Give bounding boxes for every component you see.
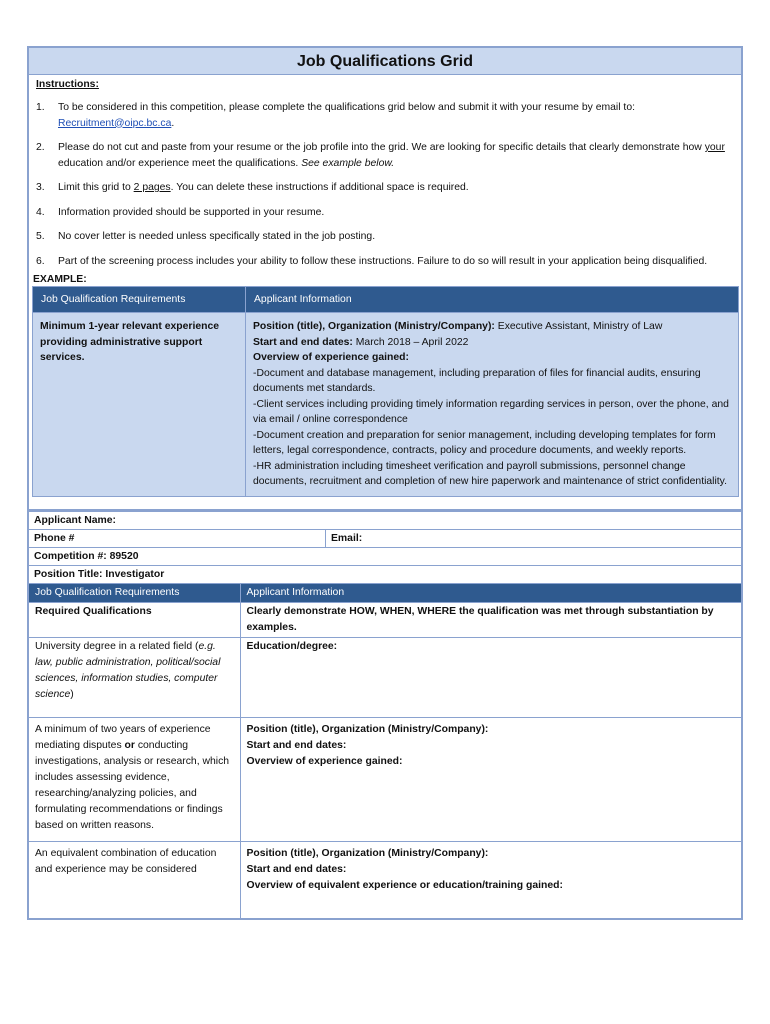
instructions-heading: Instructions:	[36, 79, 99, 90]
qualification-equivalent: An equivalent combination of education and experience may be considered	[29, 841, 240, 918]
example-applicant-info: Position (title), Organization (Ministry/Company): Executive Assistant, Ministry of Law Start and end dates: March 2018 – April 2022 Overview of experience gained: -Document and database management, including preparation of files for financial audits, ensuring documents met standards. -Client services including providing timely information regarding services in person, over the phone, and via email / online correspondence -Document creation and preparation for senior management, including developing templates for form letters, legal correspondence, contracts, policy and procedure documents, and weekly reports. -HR administration including timesheet verification and payroll submissions, personnel change documents, recruitment and completion of new hire paperwork and maintenance of strict confidentiality.	[246, 313, 739, 497]
instructions-list	[36, 100, 734, 269]
col-requirements-header: Job Qualification Requirements	[29, 583, 240, 602]
applicant-name-field[interactable]: Applicant Name:	[29, 511, 741, 529]
qualifications-table	[29, 583, 741, 919]
example-table	[32, 286, 739, 497]
col-applicant-header: Applicant Information	[240, 583, 741, 602]
instruction-item: 5. No cover letter is needed unless specifically stated in the job posting.	[36, 231, 376, 242]
example-col-requirements: Job Qualification Requirements	[33, 287, 246, 313]
equivalent-experience-field[interactable]: Position (title), Organization (Ministry/Company): Start and end dates: Overview of equivalent experience or education/training gained:	[240, 841, 741, 918]
position-title: Position Title: Investigator	[29, 565, 741, 583]
instruction-item: 2. Please do not cut and paste from your resume or the job profile into the grid. We are looking for specific details that clearly demonstrate how your education and/or experience meet the qualifications. See example below.	[36, 142, 725, 169]
experience-field[interactable]: Position (title), Organization (Ministry/Company): Start and end dates: Overview of experience gained:	[240, 717, 741, 841]
education-degree-field[interactable]: Education/degree:	[240, 637, 741, 717]
recruitment-email-link[interactable]: Recruitment@oipc.bc.ca	[58, 117, 172, 129]
email-field[interactable]: Email:	[331, 532, 363, 544]
instructions-section	[29, 75, 741, 269]
substantiation-instructions: Clearly demonstrate HOW, WHEN, WHERE the qualification was met through substantiation by examples.	[240, 602, 741, 637]
page-title: Job Qualifications Grid	[29, 48, 741, 75]
application-form	[27, 511, 743, 921]
instruction-item: 4. Information provided should be supported in your resume.	[36, 206, 325, 218]
qualification-degree: University degree in a related field (e.g. law, public administration, political/social sciences, information studies, computer science)	[29, 637, 240, 717]
instruction-item: 1. To be considered in this competition, please complete the qualifications grid below and submit it with your resume by email to: Recruitment@oipc.bc.ca.	[36, 102, 635, 129]
required-qualifications-label: Required Qualifications	[29, 602, 240, 637]
document-page	[27, 46, 743, 920]
instruction-item: 6. Part of the screening process includes your ability to follow these instructions. Failure to do so will result in your application being disqualified.	[36, 255, 708, 267]
instruction-item: 3. Limit this grid to 2 pages. You can delete these instructions if additional space is required.	[36, 182, 469, 193]
example-label: EXAMPLE:	[33, 274, 87, 285]
qualification-experience: A minimum of two years of experience mediating disputes or conducting investigations, analysis or research, which includes assessing evidence, researching/analyzing policies, and formulating recommendations or findings based on written reasons.	[29, 717, 240, 841]
competition-number: Competition #: 89520	[29, 547, 741, 565]
phone-field[interactable]: Phone #	[29, 530, 326, 547]
example-col-applicant: Applicant Information	[246, 287, 739, 313]
example-requirement: Minimum 1-year relevant experience providing administrative support services.	[33, 313, 246, 497]
instructions-frame	[27, 46, 743, 511]
